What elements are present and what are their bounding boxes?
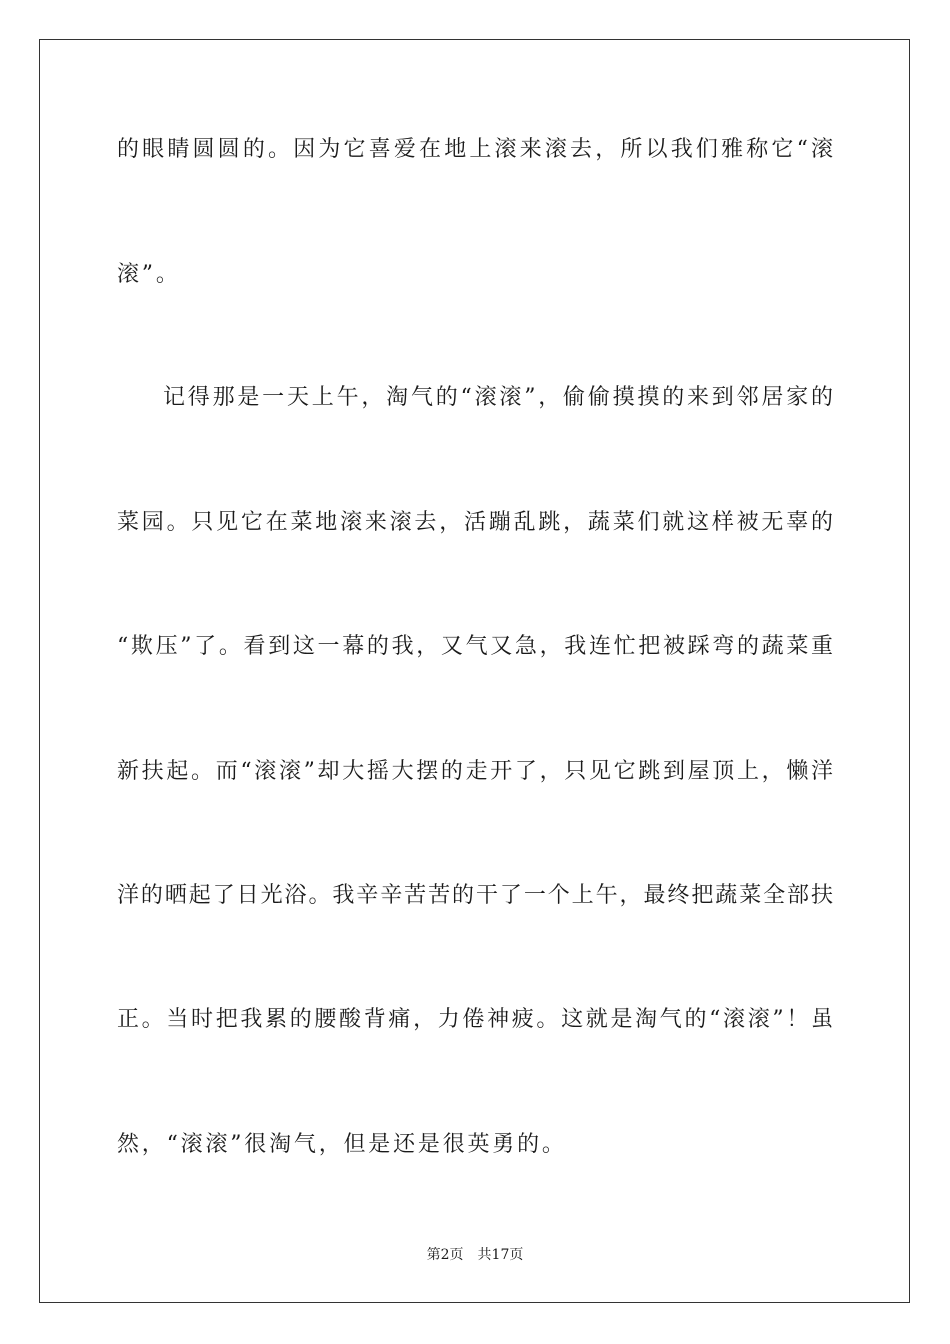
text-line: “欺压”了。看到这一幕的我，又气又急，我连忙把被踩弯的蔬菜重 xyxy=(117,634,833,659)
page-footer xyxy=(0,1245,950,1265)
text-line: 正。当时把我累的腰酸背痛，力倦神疲。这就是淘气的“滚滚”！虽 xyxy=(117,1007,833,1032)
text-line: 然，“滚滚”很淘气，但是还是很英勇的。 xyxy=(117,1132,567,1157)
page-border xyxy=(39,39,910,1303)
text-line: 菜园。只见它在菜地滚来滚去，活蹦乱跳，蔬菜们就这样被无辜的 xyxy=(117,510,833,535)
paragraph-first-line: 记得那是一天上午，淘气的“滚滚”，偷偷摸摸的来到邻居家的 xyxy=(163,385,833,410)
text-line: 洋的晒起了日光浴。我辛辛苦苦的干了一个上午，最终把蔬菜全部扶 xyxy=(117,883,833,908)
text-line: 的眼睛圆圆的。因为它喜爱在地上滚来滚去，所以我们雅称它“滚 xyxy=(117,137,833,162)
text-line: 滚”。 xyxy=(117,262,181,287)
text-line: 新扶起。而“滚滚”却大摇大摆的走开了，只见它跳到屋顶上，懒洋 xyxy=(117,759,833,784)
page-number: 第2页 xyxy=(426,1247,464,1263)
page-total: 共17页 xyxy=(477,1247,524,1263)
